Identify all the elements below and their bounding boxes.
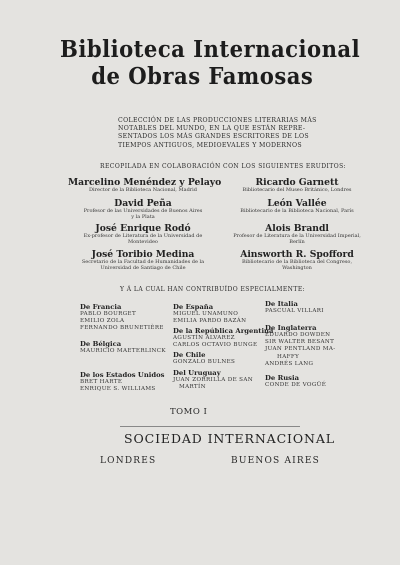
country-heading: De Bélgica — [80, 340, 122, 348]
author-name: MIGUEL UNAMUNO — [173, 311, 239, 317]
country-heading: De la República Argentina — [173, 327, 274, 335]
scholar-role: Bibliotecario de la Biblioteca del Congreso, — [241, 259, 353, 265]
scholar-role: Profesor de Literatura de la Universidad Imperial, — [233, 233, 361, 239]
author-name: EDUARDO DOWDEN — [265, 332, 331, 338]
description-line: NOTABLES DEL MUNDO, EN LA QUE ESTÁN REPRE- — [118, 125, 306, 133]
scholar-name: Ainsworth R. Spofford — [240, 249, 354, 260]
country-heading: Del Uruguay — [173, 369, 221, 377]
scholar-entry — [222, 177, 372, 194]
scholar-role: Director de la Biblioteca Nacional, Madrid — [89, 187, 197, 193]
country-heading: De los Estados Unidos — [80, 371, 165, 379]
contributor-group — [265, 300, 324, 315]
contributor-group — [173, 303, 246, 325]
contributor-group — [80, 340, 166, 355]
scholar-role: Profesor de las Universidades de Buenos Aires — [83, 208, 203, 214]
volume-label: TOMO I — [170, 407, 208, 417]
scholar-role: Bibliotecario de la Biblioteca Nacional, París — [240, 208, 354, 214]
author-name: ENRIQUE S. WILLIAMS — [80, 386, 156, 393]
country-heading: De Italia — [265, 300, 298, 308]
country-heading: De Inglaterra — [265, 324, 317, 332]
book-title-line-2: de Obras Famosas — [91, 63, 314, 90]
description-line: SENTADOS LOS MÁS GRANDES ESCRITORES DE LOS — [118, 133, 309, 141]
author-name: GONZALO BULNES — [173, 359, 236, 365]
scholar-name: León Vallée — [267, 198, 327, 209]
contributor-group — [265, 374, 326, 389]
scholar-role: Berlín — [289, 238, 305, 245]
description-line: COLECCIÓN DE LAS PRODUCCIONES LITERARIAS MÁS — [118, 117, 317, 124]
divider — [120, 426, 300, 427]
author-name: JUAN ZORRILLA DE SAN — [173, 377, 253, 383]
book-title — [60, 36, 361, 90]
scholar-name: José Enrique Rodó — [95, 223, 191, 234]
scholar-role: y la Plata — [131, 213, 155, 220]
scholar-role: Universidad de Santiago de Chile — [100, 264, 186, 271]
author-name: FERNANDO BRUNETIÈRE — [80, 325, 164, 332]
scholar-entry — [68, 177, 222, 194]
compiled-with-heading: RECOPILADA EN COLABORACIÓN CON LOS SIGUIENTES ERUDITOS: — [100, 163, 347, 170]
author-name: SIR WALTER BESANT — [265, 339, 335, 346]
author-name: ANDRÉS LANG — [265, 360, 314, 367]
scholar-role: Bibliotecario del Museo Británico, Londres — [242, 187, 352, 193]
country-heading: De España — [173, 303, 214, 311]
country-heading: De Rusia — [265, 374, 299, 382]
scholar-role: Ex-profesor de Literatura de la Universidad de — [83, 233, 203, 239]
contributors-heading: Y Á LA CUAL HAN CONTRIBUÍDO ESPECIALMENTE: — [120, 286, 306, 293]
contributor-group — [80, 371, 165, 393]
scholar-name: David Peña — [114, 198, 172, 209]
author-name: CARLOS OCTAVIO BUNGE — [173, 342, 258, 349]
publisher-name: SOCIEDAD INTERNACIONAL — [124, 431, 336, 446]
author-name: BRET HARTE — [80, 379, 123, 385]
author-name: MARTÍN — [179, 384, 206, 391]
contributor-group — [173, 351, 235, 366]
scholar-role: Montevideo — [128, 238, 158, 245]
city-buenos-aires: BUENOS AIRES — [231, 456, 321, 466]
author-name: CONDE DE VOGÜÉ — [265, 382, 327, 388]
contributor-group — [173, 369, 253, 391]
description-line: TIEMPOS ANTIGUOS, MEDIOEVALES Y MODERNOS — [118, 141, 303, 149]
scholar-name: Ricardo Garnett — [255, 177, 339, 188]
collection-description — [118, 117, 318, 150]
author-name: EMILIO ZOLA — [80, 318, 125, 325]
book-title-line-1: Biblioteca Internacional — [60, 36, 361, 63]
author-name: PABLO BOURGET — [80, 311, 137, 317]
author-name: HAFFY — [277, 353, 300, 360]
contributor-group — [173, 327, 273, 349]
author-name: PASCUAL VILLARI — [265, 308, 324, 314]
scholar-entry — [222, 223, 372, 246]
author-name: EMILIA PARDO BAZÁN — [173, 318, 247, 325]
scholar-name: Marcelino Menéndez y Pelayo — [68, 177, 222, 188]
scholar-entry — [68, 223, 218, 246]
country-heading: De Francia — [80, 303, 122, 311]
scholar-entry — [222, 198, 372, 215]
contributor-group — [265, 324, 336, 368]
country-heading: De Chile — [173, 351, 206, 359]
scholar-entry — [68, 198, 218, 221]
scholar-role: Washington — [282, 264, 312, 271]
contributor-group — [80, 303, 164, 333]
scholar-entry — [68, 249, 218, 272]
author-name: MAURICIO MAETERLINCK — [80, 348, 166, 354]
scholar-name: José Toribio Medina — [91, 249, 195, 260]
city-london: LONDRES — [100, 456, 157, 466]
author-name: AGUSTÍN ÁLVAREZ — [173, 335, 235, 341]
author-name: JUAN PENTLAND MA- — [265, 346, 336, 353]
scholar-role: Secretario de la Facultad de Humanidades de la — [81, 259, 205, 265]
scholar-name: Alois Brandl — [265, 223, 329, 234]
scholar-entry — [222, 249, 372, 272]
